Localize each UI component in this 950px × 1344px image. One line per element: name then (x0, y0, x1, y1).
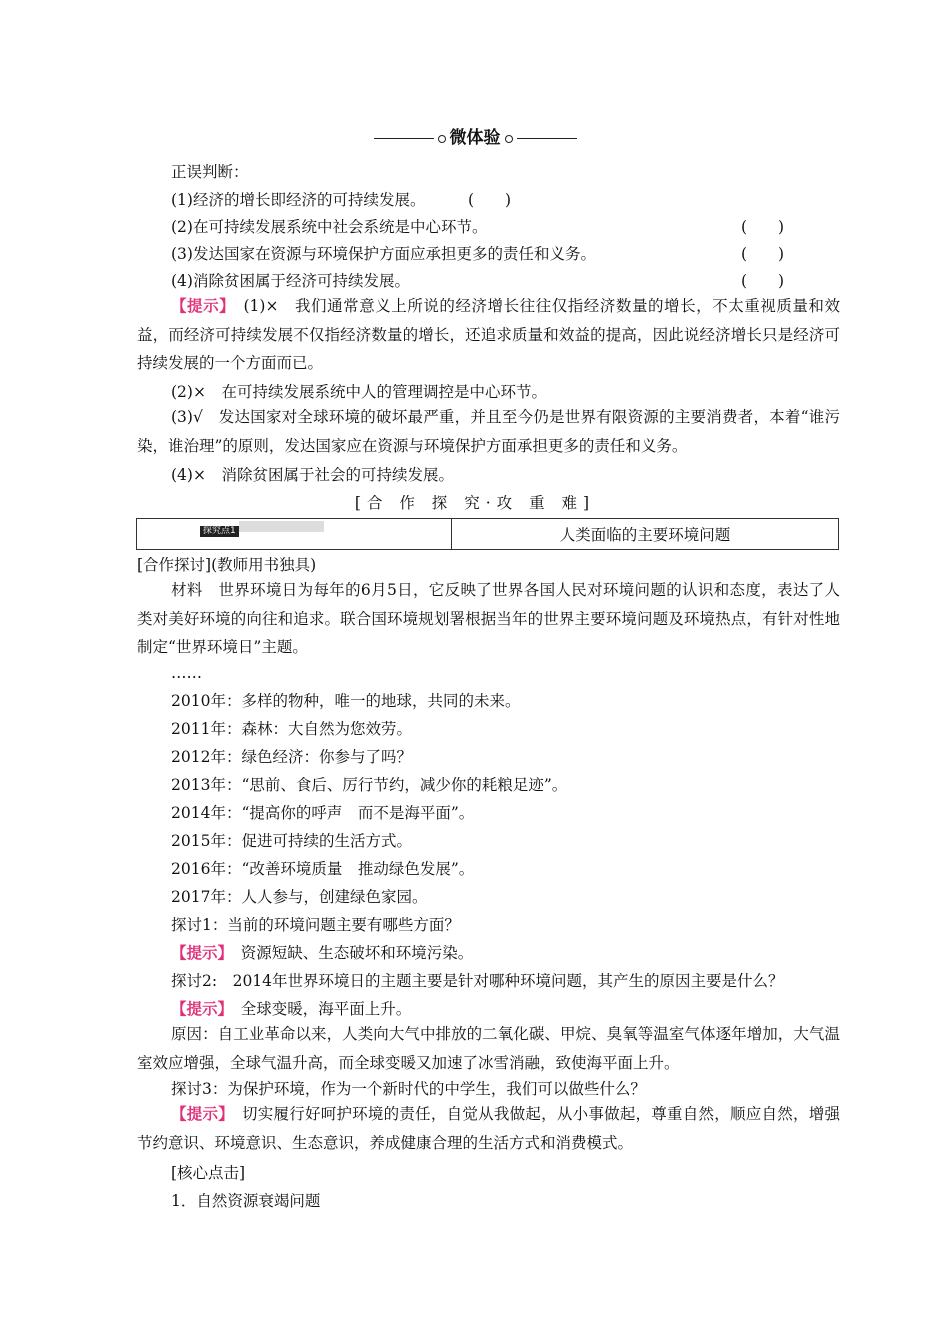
title-rule-left (374, 138, 434, 139)
theme-2012: 2012年：绿色经济：你参与了吗？ (171, 748, 412, 766)
intro-text: 正误判断： (171, 163, 249, 181)
title-rule-right (517, 138, 577, 139)
answer-q3 (137, 1100, 840, 1157)
answer-4: (4)× 消除贫困属于社会的可持续发展。 (171, 466, 454, 484)
theme-2011: 2011年：森林：大自然为您效劳。 (171, 720, 412, 738)
theme-2017: 2017年：人人参与，创建绿色家园。 (171, 888, 428, 906)
section2-title: [合 作 探 究·攻 重 难] (354, 494, 596, 512)
hint-label: 【提示】 (171, 296, 228, 315)
ellipsis: …… (171, 664, 202, 682)
answer-q2 (171, 999, 411, 1019)
explore-topic: 人类面临的主要环境问题 (452, 519, 839, 550)
question-2: 探讨2: 2014年世界环境日的主题主要是针对哪种环境问题，其产生的原因主要是什么？ (171, 972, 784, 990)
judgment-2: (2)在可持续发展系统中社会系统是中心环节。 (171, 218, 488, 236)
judgment-3-paren: ( ) (741, 245, 785, 263)
hint-label: 【提示】 (171, 1104, 227, 1123)
answer-3: (3)√ 发达国家对全球环境的破坏最严重，并且至今仍是世界有限资源的主要消费者，本着“谁污染，谁治理”的原则，发达国家应在资源与环境保护方面承担更多的责任和义务。 (137, 408, 840, 455)
theme-2010: 2010年：多样的物种，唯一的地球，共同的未来。 (171, 692, 521, 710)
answer-2: (2)× 在可持续发展系统中人的管理调控是中心环节。 (171, 383, 547, 401)
judgment-1-paren: ( ) (468, 191, 512, 209)
judgment-1 (171, 190, 425, 210)
question-3: 探讨3：为保护环境，作为一个新时代的中学生，我们可以做些什么？ (171, 1080, 646, 1098)
section-title-micro-experience (0, 126, 950, 150)
explore-badge-bar (239, 521, 324, 532)
answer-q1 (171, 943, 473, 963)
explore-point-table (136, 518, 839, 550)
judgment-2-paren: ( ) (741, 218, 785, 236)
hint-label: 【提示】 (171, 999, 226, 1018)
title-dot-left (438, 135, 446, 143)
theme-2013: 2013年：“思前、食后、厉行节约，减少你的耗粮足迹”。 (171, 776, 568, 794)
material-paragraph: 材料 世界环境日为每年的6月5日，它反映了世界各国人民对环境问题的认识和态度，表达了人类对美好环境的向往和追求。联合国环境规划署根据当年的世界主要环境问题及环境热点，有针对性地制定“世界环境日”主题。 (137, 581, 840, 656)
judgment-3: (3)发达国家在资源与环境保护方面应承担更多的责任和义务。 (171, 245, 596, 263)
coop-heading: [合作探讨](教师用书独具) (137, 556, 317, 574)
core-heading: [核心点击] (171, 1164, 246, 1182)
theme-2016: 2016年：“改善环境质量 推动绿色发展”。 (171, 860, 475, 878)
reason-paragraph: 原因：自工业革命以来，人类向大气中排放的二氧化碳、甲烷、臭氧等温室气体逐年增加，大气温室效应增强，全球气温升高，而全球变暖又加速了冰雪消融，致使海平面上升。 (137, 1025, 840, 1072)
core-item-1: 1．自然资源衰竭问题 (171, 1192, 321, 1210)
question-1: 探讨1：当前的环境问题主要有哪些方面？ (171, 916, 460, 934)
section-title-text: 微体验 (449, 128, 501, 148)
judgment-4: (4)消除贫困属于经济可持续发展。 (171, 272, 410, 290)
theme-2015: 2015年：促进可持续的生活方式。 (171, 832, 412, 850)
hint-label: 【提示】 (171, 943, 226, 962)
theme-2014: 2014年：“提高你的呼声 而不是海平面”。 (171, 804, 475, 822)
answer-1-text: (1)× 我们通常意义上所说的经济增长往往仅指经济数量的增长，不太重视质量和效益，而经济可持续发展不仅指经济数量的增长，还追求质量和效益的提高，因此说经济增长只是经济可持续发展的一个方面而已。 (137, 297, 840, 372)
title-dot-right (505, 135, 513, 143)
answer-q3-text: 切实履行好呵护环境的责任，自觉从我做起，从小事做起，尊重自然，顺应自然，增强节约意识、环境意识、生态意识，养成健康合理的生活方式和消费模式。 (137, 1105, 840, 1152)
judgment-4-paren: ( ) (741, 272, 785, 290)
answer-q2-text: 全球变暖，海平面上升。 (240, 1000, 412, 1018)
answer-1 (137, 292, 840, 378)
judgment-1-text: (1)经济的增长即经济的可持续发展。 (171, 191, 426, 209)
explore-badge: 探究点1 (200, 526, 239, 537)
answer-q1-text: 资源短缺、生态破坏和环境污染。 (240, 944, 474, 962)
explore-badge-cell (137, 519, 452, 550)
